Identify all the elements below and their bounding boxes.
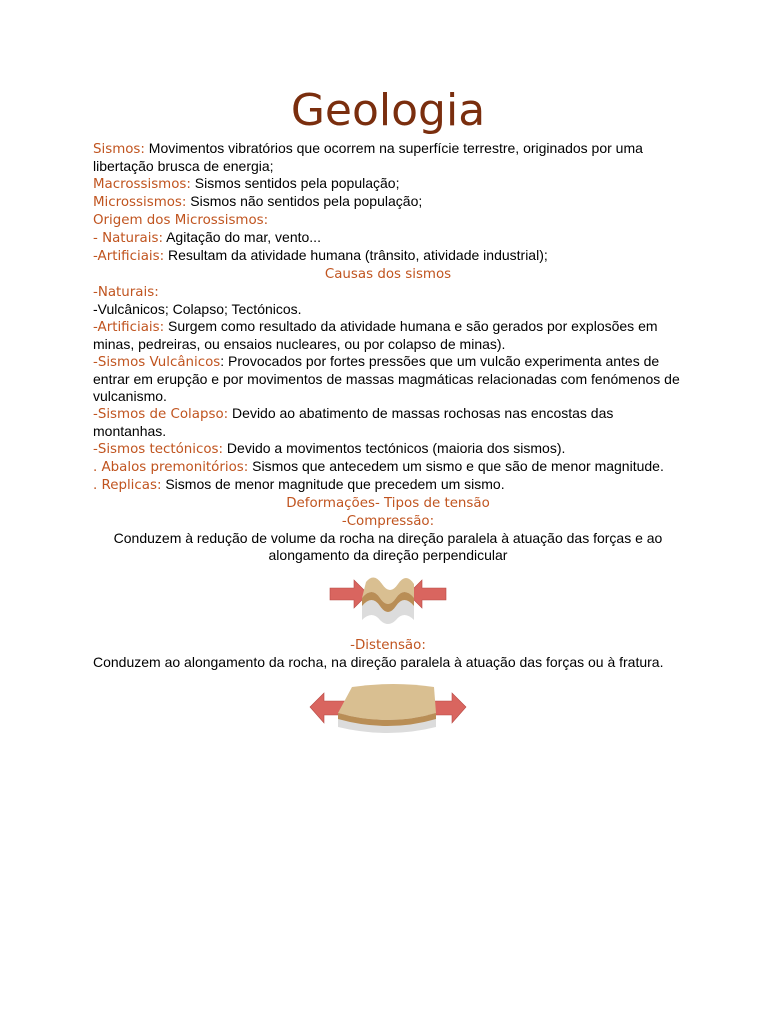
paragraph-sismos xyxy=(93,140,683,175)
heading-deformacoes: Deformações- Tipos de tensão xyxy=(286,496,490,511)
paragraph-tipos: -Vulcânicos; Colapso; Tectónicos. xyxy=(93,301,302,317)
term-text: Devido ao abatimento de massas rochosas nas encostas das montanhas. xyxy=(93,405,614,439)
extension-figure xyxy=(308,679,468,737)
term-text: Surgem como resultado da atividade humana e são gerados por explosões em minas, pedreiras, ou ensaios nucleares, ou por colapso de minas). xyxy=(93,318,658,352)
term-label: Microssismos: xyxy=(93,195,187,210)
term-text: Sismos de menor magnitude que precedem um sismo. xyxy=(161,476,505,492)
term-text: Sismos que antecedem um sismo e que são de menor magnitude. xyxy=(248,458,664,474)
stretched-rock-top xyxy=(338,684,436,720)
term-label: Sismos: xyxy=(93,142,145,157)
term-text: Resultam da atividade humana (trânsito, atividade industrial); xyxy=(164,247,548,263)
term-label: -Sismos Vulcânicos xyxy=(93,355,221,370)
document-page xyxy=(93,82,683,737)
term-label: . Abalos premonitórios: xyxy=(93,460,249,475)
term-label: . Replicas: xyxy=(93,478,162,493)
paragraph-tectonicos xyxy=(93,440,683,458)
paragraph-macrossismos xyxy=(93,175,683,193)
document-title: Geologia xyxy=(290,85,486,136)
paragraph-replicas xyxy=(93,476,683,494)
paragraph-colapso xyxy=(93,405,683,440)
heading-distensao: -Distensão: xyxy=(350,638,426,653)
paragraph-microssismos xyxy=(93,193,683,211)
term-label: -Sismos de Colapso: xyxy=(93,407,229,422)
term-text: Movimentos vibratórios que ocorrem na superfície terrestre, originados por uma libertação brusca de energia; xyxy=(93,140,643,174)
term-label: Macrossismos: xyxy=(93,177,191,192)
term-text: Sismos não sentidos pela população; xyxy=(186,193,423,209)
paragraph-naturais xyxy=(93,229,683,247)
heading-naturais: -Naturais: xyxy=(93,285,159,300)
heading-compressao: -Compressão: xyxy=(341,514,435,529)
term-label: -Sismos tectónicos: xyxy=(93,442,224,457)
term-text: Sismos sentidos pela população; xyxy=(190,175,400,191)
heading-causas: Causas dos sismos xyxy=(324,267,452,282)
paragraph-abalos xyxy=(93,458,683,476)
paragraph-artificiais xyxy=(93,247,683,265)
paragraph-compressao: Conduzem à redução de volume da rocha na direção paralela à atuação das forças e ao alongamento da direção perpendicular xyxy=(113,530,663,563)
heading-origem: Origem dos Microssismos: xyxy=(93,213,269,228)
paragraph-vulcanicos xyxy=(93,353,683,405)
paragraph-distensao: Conduzem ao alongamento da rocha, na direção paralela à atuação das forças ou à fratura. xyxy=(93,654,664,670)
term-text: Devido a movimentos tectónicos (maioria dos sismos). xyxy=(223,440,566,456)
compression-figure xyxy=(328,570,448,626)
term-label: -Artificiais: xyxy=(93,249,165,264)
term-label: -Artificiais: xyxy=(93,320,165,335)
term-text: : Provocados por fortes pressões que um vulcão experimenta antes de entrar em erupção e por movimentos de massas magmáticas relacionadas com fenómenos de vulcanismo. xyxy=(93,353,680,404)
paragraph-artificiais-causas xyxy=(93,318,683,353)
term-label: - Naturais: xyxy=(93,231,163,246)
term-text: Agitação do mar, vento... xyxy=(162,229,321,245)
